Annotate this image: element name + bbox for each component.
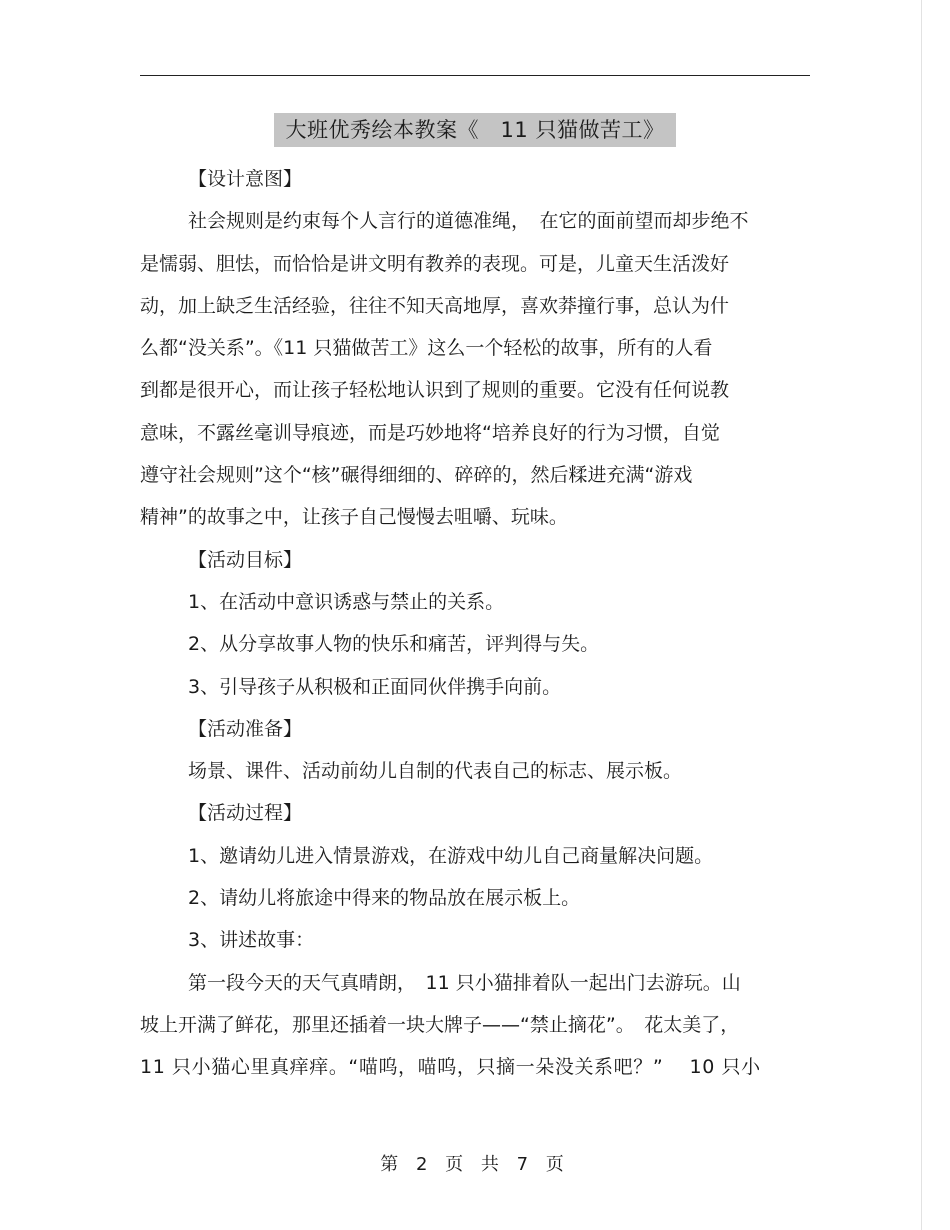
paragraph-line: 遵守社会规则”这个“核”碾得细细的、碎碎的，然后糅进充满“游戏 <box>140 464 693 487</box>
section-heading-activity-preparation: 【活动准备】 <box>188 717 303 740</box>
list-item: 1、邀请幼儿进入情景游戏，在游戏中幼儿自己商量解决问题。 <box>188 844 714 867</box>
paragraph-line: 意味，不露丝毫训导痕迹，而是巧妙地将“培养良好的行为习惯，自觉 <box>140 421 720 444</box>
paragraph-line: 场景、课件、活动前幼儿自制的代表自己的标志、展示板。 <box>188 760 683 783</box>
paragraph-line: 是懦弱、胆怯，而恰恰是讲文明有教养的表现。可是，儿童天生活泼好 <box>140 252 730 275</box>
list-item: 3、讲述故事： <box>188 929 315 952</box>
section-heading-activity-process: 【活动过程】 <box>188 802 303 825</box>
page-number: 第 2 页 共 7 页 <box>380 1154 570 1175</box>
list-item: 2、从分享故事人物的快乐和痛苦，评判得与失。 <box>188 633 600 656</box>
section-heading-activity-goals: 【活动目标】 <box>188 548 303 571</box>
paragraph-line: 到都是很开心，而让孩子轻松地认识到了规则的重要。它没有任何说教 <box>140 379 730 402</box>
paragraph-line: 精神”的故事之中，让孩子自己慢慢去咀嚼、玩味。 <box>140 506 568 529</box>
document-title: 大班优秀绘本教案《 11 只猫做苦工》 <box>274 113 677 147</box>
header-rule <box>140 75 810 76</box>
list-item: 2、请幼儿将旅途中得来的物品放在展示板上。 <box>188 887 581 910</box>
paragraph-line: 社会规则是约束每个人言行的道德准绳， 在它的面前望而却步绝不 <box>188 210 749 233</box>
section-heading-design-intent: 【设计意图】 <box>188 168 303 190</box>
page-edge <box>921 0 922 1230</box>
list-item: 1、在活动中意识诱惑与禁止的关系。 <box>188 590 505 613</box>
title-container <box>0 113 950 147</box>
list-item: 3、引导孩子从积极和正面同伙伴携手向前。 <box>188 675 562 698</box>
paragraph-line: 坡上开满了鲜花，那里还插着一块大牌子——“禁止摘花”。 花太美了， <box>140 1013 740 1036</box>
paragraph-line: 动，加上缺乏生活经验，往往不知天高地厚，喜欢莽撞行事，总认为什 <box>140 294 730 317</box>
paragraph-line: 11 只小猫心里真痒痒。“喵呜，喵呜，只摘一朵没关系吧？” 10 只小 <box>140 1056 761 1079</box>
paragraph-line: 么都“没关系”。《11 只猫做苦工》这么一个轻松的故事，所有的人看 <box>140 337 713 360</box>
document-body <box>140 158 805 1089</box>
paragraph-line: 第一段今天的天气真晴朗， 11 只小猫排着队一起出门去游玩。山 <box>188 971 741 994</box>
